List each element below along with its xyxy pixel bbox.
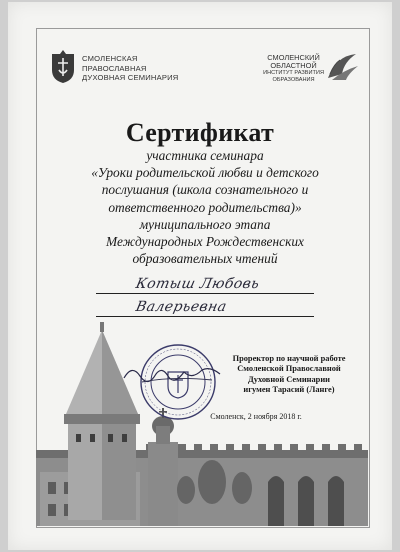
seminary-header (50, 50, 200, 88)
patronymic-line (96, 316, 314, 317)
name-line (96, 293, 314, 294)
body-line: послушания (школа сознательного и (101, 182, 309, 198)
body-line: Международных Рождественских (106, 234, 304, 250)
institute-name-line: СМОЛЕНСКИЙ (267, 53, 320, 62)
institute-header (232, 50, 360, 90)
institute-name-small: ОБРАЗОВАНИЯ (272, 77, 315, 84)
body-line: образовательных чтений (132, 251, 278, 267)
institute-name-line: ОБЛАСТНОЙ (270, 61, 317, 71)
seminary-name-line: ДУХОВНАЯ СЕМИНАРИЯ (82, 73, 179, 83)
certificate-body (60, 147, 350, 267)
body-line: участника семинара (146, 148, 264, 163)
body-line: «Уроки родительской любви и детского (91, 165, 319, 181)
signatory-line: Духовной Семинарии (248, 374, 330, 384)
signatory-line: Проректор по научной работе (232, 354, 346, 363)
signatory-line: Смоленской Православной (237, 364, 341, 374)
certificate-title: Сертификат (125, 118, 275, 147)
institute-bird-logo-icon (326, 52, 360, 82)
signatory-block (210, 354, 368, 396)
seminary-name-line: ПРАВОСЛАВНАЯ (82, 63, 147, 73)
institute-name-small: ИНСТИТУТ РАЗВИТИЯ (263, 70, 324, 77)
body-line: ответственного родительства)» (108, 199, 302, 215)
handwritten-patronymic: Валерьевна (134, 299, 229, 315)
seminary-logo-icon (50, 50, 76, 84)
handwritten-name: Котыш Любовь (134, 276, 261, 292)
signatory-line: игумен Тарасий (Ланге) (243, 385, 335, 395)
seminary-name-line: СМОЛЕНСКАЯ (82, 54, 138, 63)
body-line: муниципального этапа (139, 216, 271, 232)
rector-signature-icon (122, 360, 222, 386)
issue-date: Смоленск, 2 ноября 2018 г. (210, 412, 302, 421)
